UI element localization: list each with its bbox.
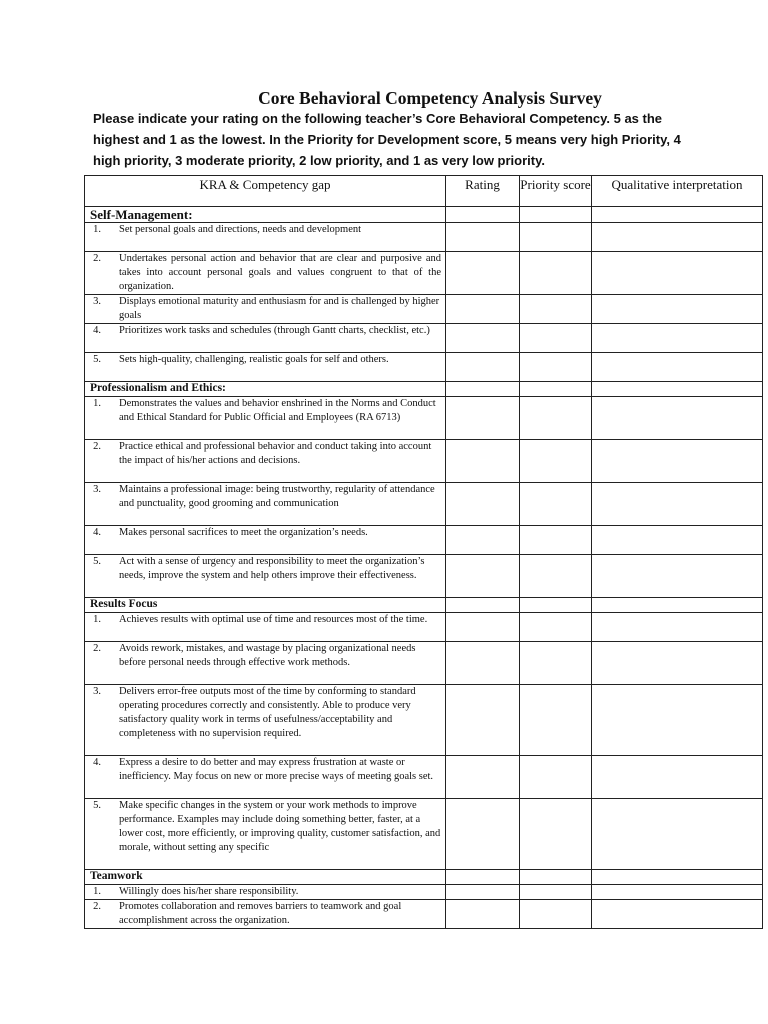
competency-item: [85, 483, 446, 526]
item-text: Avoids rework, mistakes, and wastage by placing organizational needs before personal needs through effective work methods.: [119, 643, 416, 668]
item-text: Sets high-quality, challenging, realistic goals for self and others.: [119, 354, 389, 365]
table-row: [85, 526, 763, 555]
competency-item: [85, 526, 446, 555]
table-row: [85, 642, 763, 685]
item-number: 1.: [93, 224, 101, 235]
qualitative-interpretation-cell[interactable]: [592, 756, 763, 799]
priority-score-cell[interactable]: [520, 642, 592, 685]
qualitative-interpretation-cell[interactable]: [592, 397, 763, 440]
priority-score-cell[interactable]: [520, 324, 592, 353]
rating-cell[interactable]: [446, 685, 520, 756]
competency-item: [85, 440, 446, 483]
competency-item: [85, 397, 446, 440]
competency-item: [85, 756, 446, 799]
survey-instructions: Please indicate your rating on the following teacher’s Core Behavioral Competency. 5 as the highest and 1 as the lowest. In the Priority for Development score, 5 means very high Priority, 4 high priority, 3 moderate priority, 2 low priority, and 1 as very low priority.: [93, 111, 681, 168]
competency-item-content: [85, 756, 445, 784]
competency-table: [84, 175, 763, 929]
competency-item: [85, 685, 446, 756]
competency-item-content: [85, 324, 445, 338]
competency-item-content: [85, 353, 445, 367]
table-row: [85, 252, 763, 295]
rating-cell[interactable]: [446, 440, 520, 483]
item-number: 4.: [93, 325, 101, 336]
item-number: 5.: [93, 556, 101, 567]
competency-item-content: [85, 642, 445, 670]
competency-item: [85, 613, 446, 642]
competency-item-content: [85, 252, 445, 294]
item-text: Makes personal sacrifices to meet the organization’s needs.: [119, 527, 368, 538]
rating-cell[interactable]: [446, 555, 520, 598]
priority-score-cell[interactable]: [520, 900, 592, 929]
table-header-row: [85, 176, 763, 207]
priority-score-cell[interactable]: [520, 295, 592, 324]
qualitative-interpretation-cell[interactable]: [592, 324, 763, 353]
rating-cell[interactable]: [446, 397, 520, 440]
section-label: Teamwork: [85, 870, 446, 885]
priority-score-cell[interactable]: [520, 353, 592, 382]
section-empty-cell: [446, 598, 520, 613]
item-number: 1.: [93, 886, 101, 897]
section-empty-cell: [592, 598, 763, 613]
item-text: Maintains a professional image: being trustworthy, regularity of attendance and punctuality, good grooming and communication: [119, 484, 435, 509]
item-number: 2.: [93, 901, 101, 912]
qualitative-interpretation-cell[interactable]: [592, 353, 763, 382]
competency-item-content: [85, 223, 445, 237]
section-empty-cell: [520, 870, 592, 885]
competency-item-content: [85, 295, 445, 323]
section-row: [85, 207, 763, 223]
table-row: [85, 483, 763, 526]
rating-cell[interactable]: [446, 252, 520, 295]
qualitative-interpretation-cell[interactable]: [592, 642, 763, 685]
rating-cell[interactable]: [446, 642, 520, 685]
item-number: 1.: [93, 398, 101, 409]
item-number: 2.: [93, 441, 101, 452]
item-number: 1.: [93, 614, 101, 625]
qualitative-interpretation-cell[interactable]: [592, 685, 763, 756]
competency-item: [85, 885, 446, 900]
section-empty-cell: [520, 382, 592, 397]
section-row: [85, 382, 763, 397]
rating-cell[interactable]: [446, 613, 520, 642]
priority-score-cell[interactable]: [520, 555, 592, 598]
item-number: 5.: [93, 354, 101, 365]
qualitative-interpretation-cell[interactable]: [592, 799, 763, 870]
rating-cell[interactable]: [446, 324, 520, 353]
table-row: [85, 353, 763, 382]
item-number: 2.: [93, 253, 101, 264]
table-body: [85, 207, 763, 929]
rating-cell[interactable]: [446, 483, 520, 526]
item-number: 3.: [93, 296, 101, 307]
competency-item-content: [85, 900, 445, 928]
competency-item: [85, 353, 446, 382]
competency-item-content: [85, 440, 445, 468]
competency-item: [85, 324, 446, 353]
table-row: [85, 756, 763, 799]
rating-cell[interactable]: [446, 223, 520, 252]
table-row: [85, 324, 763, 353]
item-number: 4.: [93, 527, 101, 538]
table-row: [85, 685, 763, 756]
table-row: [85, 900, 763, 929]
qualitative-interpretation-cell[interactable]: [592, 555, 763, 598]
competency-item-content: [85, 685, 445, 741]
priority-score-cell[interactable]: [520, 756, 592, 799]
competency-item-content: [85, 799, 445, 855]
item-text: Achieves results with optimal use of time and resources most of the time.: [119, 614, 428, 625]
item-number: 3.: [93, 484, 101, 495]
header-kra: KRA & Competency gap: [85, 176, 446, 207]
priority-score-cell[interactable]: [520, 885, 592, 900]
table-row: [85, 613, 763, 642]
table-row: [85, 555, 763, 598]
section-empty-cell: [592, 207, 763, 223]
section-empty-cell: [520, 598, 592, 613]
competency-item: [85, 555, 446, 598]
competency-item-content: [85, 555, 445, 583]
section-row: [85, 870, 763, 885]
section-empty-cell: [520, 207, 592, 223]
section-empty-cell: [446, 382, 520, 397]
section-label: Self-Management:: [85, 207, 446, 223]
rating-cell[interactable]: [446, 900, 520, 929]
competency-item-content: [85, 885, 445, 899]
rating-cell[interactable]: [446, 885, 520, 900]
priority-score-cell[interactable]: [520, 252, 592, 295]
item-text: Act with a sense of urgency and responsibility to meet the organization’s needs, improve the system and help others improve their effectiveness.: [119, 556, 425, 581]
item-number: 5.: [93, 800, 101, 811]
rating-cell[interactable]: [446, 526, 520, 555]
rating-cell[interactable]: [446, 799, 520, 870]
item-text: Displays emotional maturity and enthusiasm for and is challenged by higher goals: [119, 296, 440, 321]
priority-score-cell[interactable]: [520, 799, 592, 870]
section-label: Professionalism and Ethics:: [85, 382, 446, 397]
item-number: 2.: [93, 643, 101, 654]
item-text: Delivers error-free outputs most of the time by conforming to standard operating procedures correctly and consistently. Able to produce very satisfactory quality work in terms of usefulness/acceptability and completeness with no supervision required.: [119, 686, 416, 739]
section-label: Results Focus: [85, 598, 446, 613]
section-empty-cell: [592, 382, 763, 397]
qualitative-interpretation-cell[interactable]: [592, 900, 763, 929]
competency-item-content: [85, 397, 445, 425]
priority-score-cell[interactable]: [520, 223, 592, 252]
item-text: Express a desire to do better and may express frustration at waste or inefficiency. May focus on new or more precise ways of meeting goals set.: [119, 757, 434, 782]
table-row: [85, 223, 763, 252]
rating-cell[interactable]: [446, 756, 520, 799]
survey-title: Core Behavioral Competency Analysis Survey: [258, 88, 602, 108]
priority-score-cell[interactable]: [520, 483, 592, 526]
competency-item: [85, 295, 446, 324]
qualitative-interpretation-cell[interactable]: [592, 526, 763, 555]
qualitative-interpretation-cell[interactable]: [592, 295, 763, 324]
item-text: Willingly does his/her share responsibility.: [119, 886, 299, 897]
priority-score-cell[interactable]: [520, 440, 592, 483]
item-text: Practice ethical and professional behavior and conduct taking into account the impact of his/her actions and decisions.: [119, 441, 432, 466]
competency-item-content: [85, 483, 445, 511]
section-empty-cell: [446, 870, 520, 885]
header-priority-score: Priority score: [520, 176, 592, 207]
item-text: Promotes collaboration and removes barriers to teamwork and goal accomplishment across the organization.: [119, 901, 402, 926]
header-rating: Rating: [446, 176, 520, 207]
item-text: Prioritizes work tasks and schedules (through Gantt charts, checklist, etc.): [119, 325, 430, 336]
section-empty-cell: [446, 207, 520, 223]
qualitative-interpretation-cell[interactable]: [592, 613, 763, 642]
competency-item-content: [85, 526, 445, 540]
competency-item: [85, 223, 446, 252]
competency-item: [85, 900, 446, 929]
rating-cell[interactable]: [446, 295, 520, 324]
qualitative-interpretation-cell[interactable]: [592, 440, 763, 483]
qualitative-interpretation-cell[interactable]: [592, 483, 763, 526]
priority-score-cell[interactable]: [520, 526, 592, 555]
item-text: Demonstrates the values and behavior enshrined in the Norms and Conduct and Ethical Standard for Public Official and Employees (RA 6713): [119, 398, 436, 423]
table-row: [85, 885, 763, 900]
item-text: Make specific changes in the system or your work methods to improve performance. Examples may include doing something better, faster, at a lower cost, more efficiently, or improving quality, customer satisfaction, and morale, without setting any specific: [119, 800, 441, 853]
competency-item-content: [85, 613, 445, 627]
item-number: 3.: [93, 686, 101, 697]
rating-cell[interactable]: [446, 353, 520, 382]
table-row: [85, 799, 763, 870]
priority-score-cell[interactable]: [520, 685, 592, 756]
section-row: [85, 598, 763, 613]
item-text: Undertakes personal action and behavior that are clear and purposive and takes into account personal goals and values congruent to that of the organization.: [119, 253, 441, 292]
competency-item: [85, 799, 446, 870]
section-empty-cell: [592, 870, 763, 885]
priority-score-cell[interactable]: [520, 613, 592, 642]
priority-score-cell[interactable]: [520, 397, 592, 440]
qualitative-interpretation-cell[interactable]: [592, 223, 763, 252]
table-row: [85, 397, 763, 440]
item-number: 4.: [93, 757, 101, 768]
qualitative-interpretation-cell[interactable]: [592, 885, 763, 900]
item-text: Set personal goals and directions, needs and development: [119, 224, 362, 235]
qualitative-interpretation-cell[interactable]: [592, 252, 763, 295]
header-qualitative-interpretation: Qualitative interpretation: [592, 176, 763, 207]
table-row: [85, 295, 763, 324]
competency-item: [85, 642, 446, 685]
competency-item: [85, 252, 446, 295]
table-row: [85, 440, 763, 483]
